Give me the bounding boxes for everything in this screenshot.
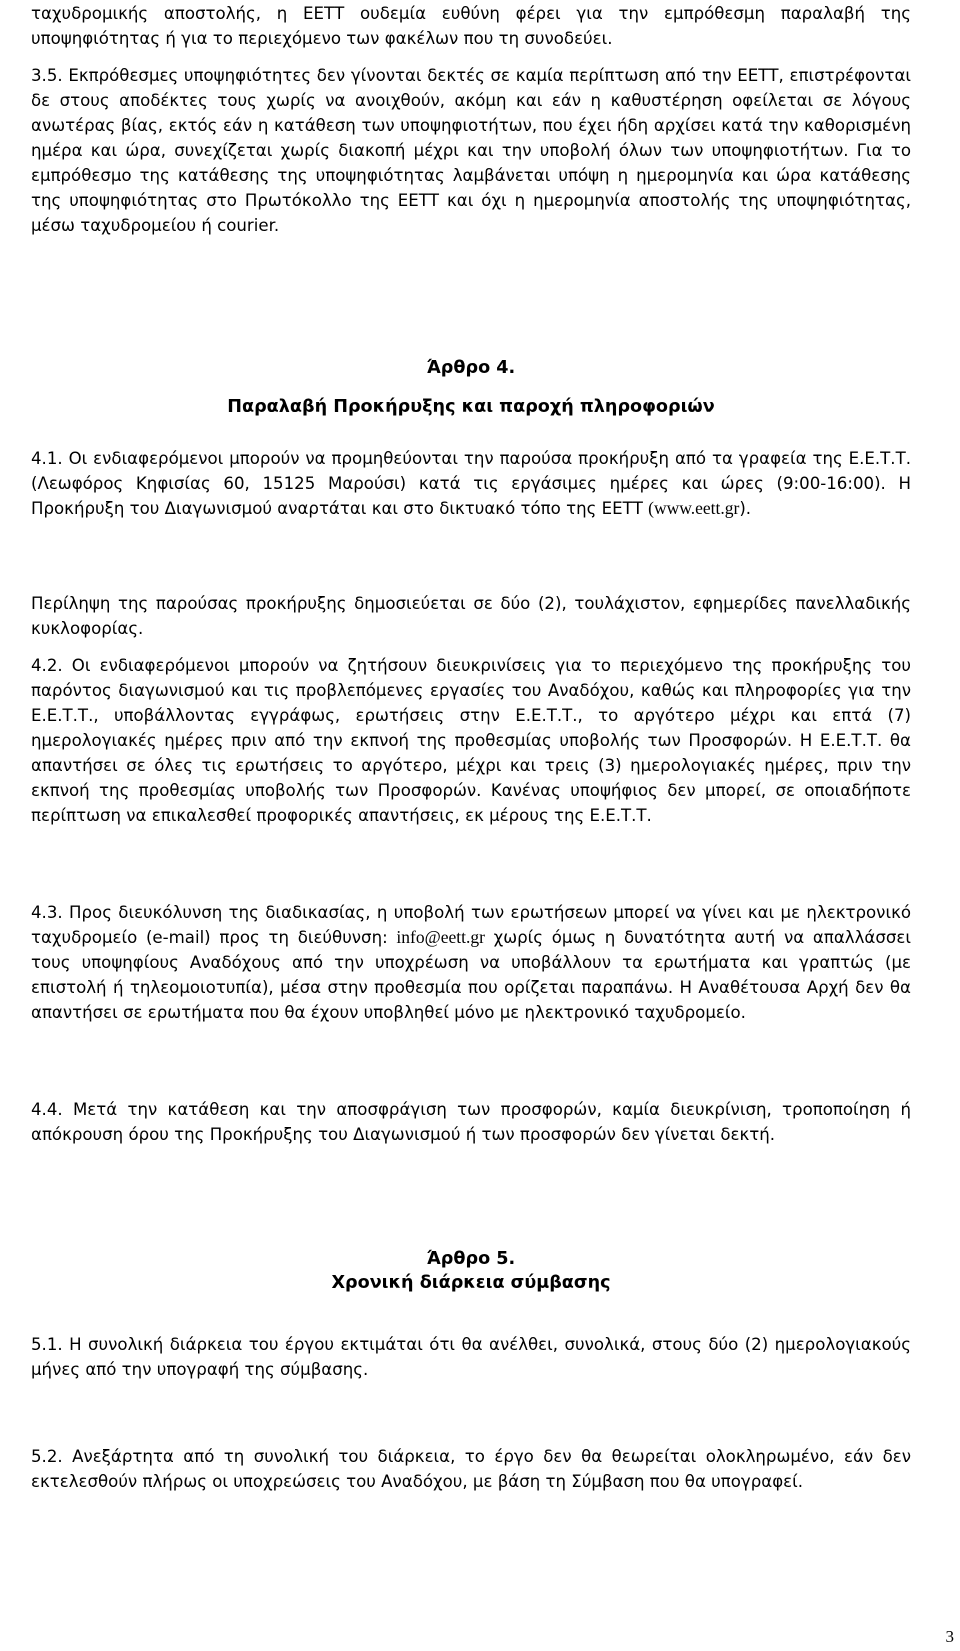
- paragraph-5-2: 5.2. Ανεξάρτητα από τη συνολική του διάρκεια, το έργο δεν θα θεωρείται ολοκληρωμένο, εάν δεν εκτελεσθούν πλήρως οι υποχρεώσεις του Αναδόχου, με βάση τη Σύμβαση που θα υπογραφεί.: [31, 1447, 911, 1491]
- section-4-2: [31, 653, 911, 828]
- section-5-1: [31, 1332, 911, 1382]
- paragraph-3-5: 3.5. Εκπρόθεσμες υποψηφιότητες δεν γίνονται δεκτές σε καμία περίπτωση από την ΕΕΤΤ, επιστρέφονται δε στους αποδέκτες τους χωρίς να ανοιχθούν, ακόμη και εάν η καθυστέρηση οφείλεται σε λόγους ανωτέρας βίας, εκτός εάν η κατάθεση των υποψηφιοτήτων, που έχει ήδη αρχίσει κατά την καθορισμένη ημέρα και ώρα, συνεχίζεται χωρίς διακοπή μέχρι και την υποβολή όλων των υποψηφιοτήτων. Για το εμπρόθεσμο της κατάθεσης της υποψηφιότητας λαμβάνεται υπόψη η ημερομηνία και ώρα κατάθεσης της υποψηφιότητας στο Πρωτόκολλο της ΕΕΤΤ και όχι η ημερομηνία αποστολής της υποψηφιότητας, μέσω ταχυδρομείου ή courier.: [31, 66, 911, 235]
- article-5-heading: [31, 1247, 911, 1272]
- article-4-title: Άρθρο 4.: [426, 358, 516, 378]
- paragraph-4-4: 4.4. Μετά την κατάθεση και την αποσφράγιση των προσφορών, καμία διευκρίνιση, τροποποίηση ή απόκρουση όρου της Προκήρυξης του Διαγωνισμού ή των προσφορών δεν γίνεται δεκτή.: [31, 1100, 911, 1144]
- paragraph-continuation: ταχυδρομικής αποστολής, η ΕΕΤΤ ουδεμία ευθύνη φέρει για την εμπρόθεσμη παραλαβή της υποψηφιότητας ή για το περιεχόμενο των φακέλων που τη συνοδεύει.: [31, 4, 911, 48]
- paragraph-summary: Περίληψη της παρούσας προκήρυξης δημοσιεύεται σε δύο (2), τουλάχιστον, εφημερίδες πανελλαδικής κυκλοφορίας.: [31, 594, 911, 638]
- page-number: 3: [945, 1627, 954, 1646]
- intro-fragment: [31, 1, 911, 51]
- paragraph-4-1-end: ).: [739, 499, 752, 518]
- paragraph-4-3: [31, 900, 911, 1025]
- article-5-subtitle: Χρονική διάρκεια σύμβασης: [331, 1273, 611, 1293]
- article-5-title: Άρθρο 5.: [426, 1249, 516, 1269]
- paragraph-4-1-text: 4.1. Οι ενδιαφερόμενοι μπορούν να προμηθεύονται την παρούσα προκήρυξη από τα γραφεία της Ε.Ε.Τ.Τ. (Λεωφόρος Κηφισίας 60, 15125 Μαρούσι) κατά τις εργάσιμες ημέρες και ώρες (9:00-16:00). Η Προκήρυξη του Διαγωνισμού αναρτάται και στο δικτυακό τόπο της ΕΕΤΤ: [31, 449, 911, 518]
- website-link[interactable]: (www.eett.gr: [648, 498, 740, 518]
- email-link[interactable]: info@eett.gr: [396, 927, 485, 947]
- section-5-2: [31, 1444, 911, 1494]
- section-4-4: [31, 1097, 911, 1147]
- article-4-subtitle-wrap: [31, 395, 911, 420]
- paragraph-5-1: 5.1. Η συνολική διάρκεια του έργου εκτιμάται ότι θα ανέλθει, συνολικά, στους δύο (2) ημερολογιακούς μήνες από την υπογραφή της σύμβασης.: [31, 1335, 911, 1379]
- paragraph-4-1: [31, 446, 911, 521]
- article-4-subtitle: Παραλαβή Προκήρυξης και παροχή πληροφοριών: [227, 397, 715, 417]
- summary-note: [31, 591, 911, 641]
- paragraph-4-2: 4.2. Οι ενδιαφερόμενοι μπορούν να ζητήσουν διευκρινίσεις για το περιεχόμενο της προκήρυξης του παρόντος διαγωνισμού και τις προβλεπόμενες εργασίες του Αναδόχου, καθώς και πληροφορίες για την Ε.Ε.Τ.Τ., υποβάλλοντας εγγράφως, ερωτήσεις στην Ε.Ε.Τ.Τ., το αργότερο μέχρι και επτά (7) ημερολογιακές ημέρες πριν από την εκπνοή της προθεσμίας υποβολής των Προσφορών. Η Ε.Ε.Τ.Τ. θα απαντήσει σε όλες τις ερωτήσεις το αργότερο, μέχρι και τρεις (3) ημερολογιακές ημέρες, πριν την εκπνοή της προθεσμίας υποβολής των Προσφορών. Κανένας υποψήφιος δεν μπορεί, σε οποιαδήποτε περίπτωση να επικαλεσθεί προφορικές απαντήσεις, εκ μέρους της Ε.Ε.Τ.Τ.: [31, 656, 911, 825]
- paragraph-4-3-end: χωρίς όμως η δυνατότητα αυτή να απαλλάσσει τους υποψηφίους Αναδόχους από την υποχρέωση να υποβάλλουν τα ερωτήματα και γραπτώς (με επιστολή ή τηλεομοιοτυπία), μέσα στην προθεσμία που ορίζεται παραπάνω. Η Αναθέτουσα Αρχή δεν θα απαντήσει σε ερωτήματα που θα έχουν υποβληθεί μόνο με ηλεκτρονικό ταχυδρομείο.: [31, 928, 911, 1022]
- section-4-3: [31, 900, 911, 1025]
- paragraph-4-3-start: 4.3. Προς διευκόλυνση της διαδικασίας, η υποβολή των ερωτήσεων μπορεί να γίνει και με ηλεκτρονικό ταχυδρομείο (e-mail) προς τη διεύθυνση:: [31, 903, 911, 947]
- section-4-1: [31, 446, 911, 521]
- article-5-subtitle-wrap: [31, 1271, 911, 1296]
- section-3-5: [31, 63, 911, 238]
- article-4-heading: [31, 356, 911, 381]
